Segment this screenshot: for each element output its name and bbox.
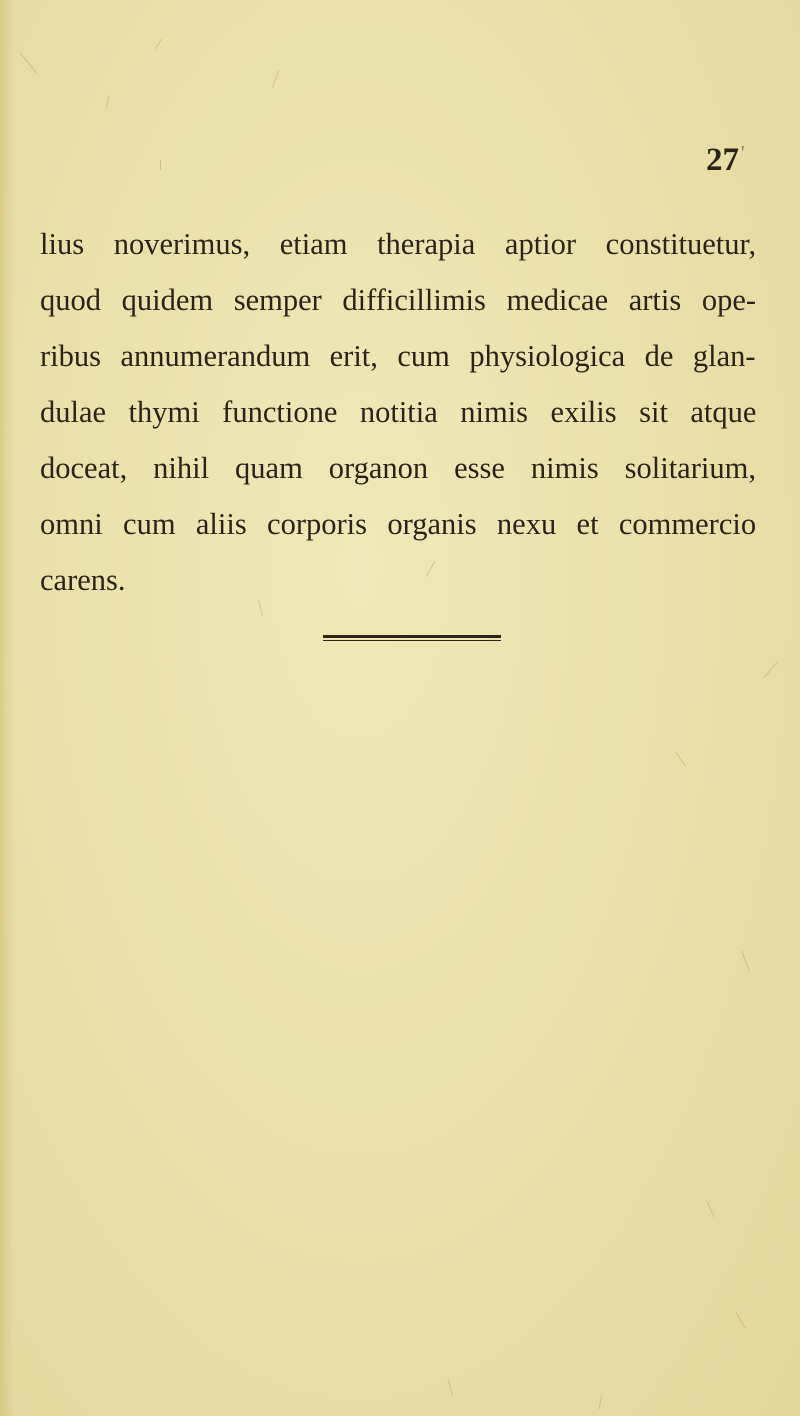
rule-thin [323,640,501,641]
text-line: dulae thymi functione notitia nimis exilis sit atque [40,395,757,429]
paper-speck [764,662,778,678]
text-line: omni cum aliis corporis organis nexu et commercio [40,507,757,541]
paper-speck [106,95,109,109]
paper-speck [155,39,163,49]
paper-speck [741,950,749,971]
page-edge-shadow [0,0,14,1416]
paper-speck [675,751,686,766]
text-line: doceat, nihil quam organon esse nimis solitarium, [40,451,756,485]
section-separator-rule [323,635,501,641]
paper-speck [20,53,37,74]
paper-speck [706,1201,715,1218]
paper-speck [599,1395,602,1409]
body-text [40,216,756,608]
text-line: lius noverimus, etiam therapia aptior constituetur, [40,227,757,261]
text-line: ribus annumerandum erit, cum physiologica de glan- [40,339,756,373]
paper-speck [735,1311,746,1329]
page-number [706,142,745,179]
text-line: quod quidem semper difficillimis medicae artis ope- [40,283,757,317]
page-number-text: 27 [706,142,739,178]
paper-speck [160,160,161,170]
paper-speck [272,70,279,87]
text-line-last: carens. [40,563,126,597]
paper-speck [448,1380,453,1396]
page-number-mark: ' [741,142,745,164]
